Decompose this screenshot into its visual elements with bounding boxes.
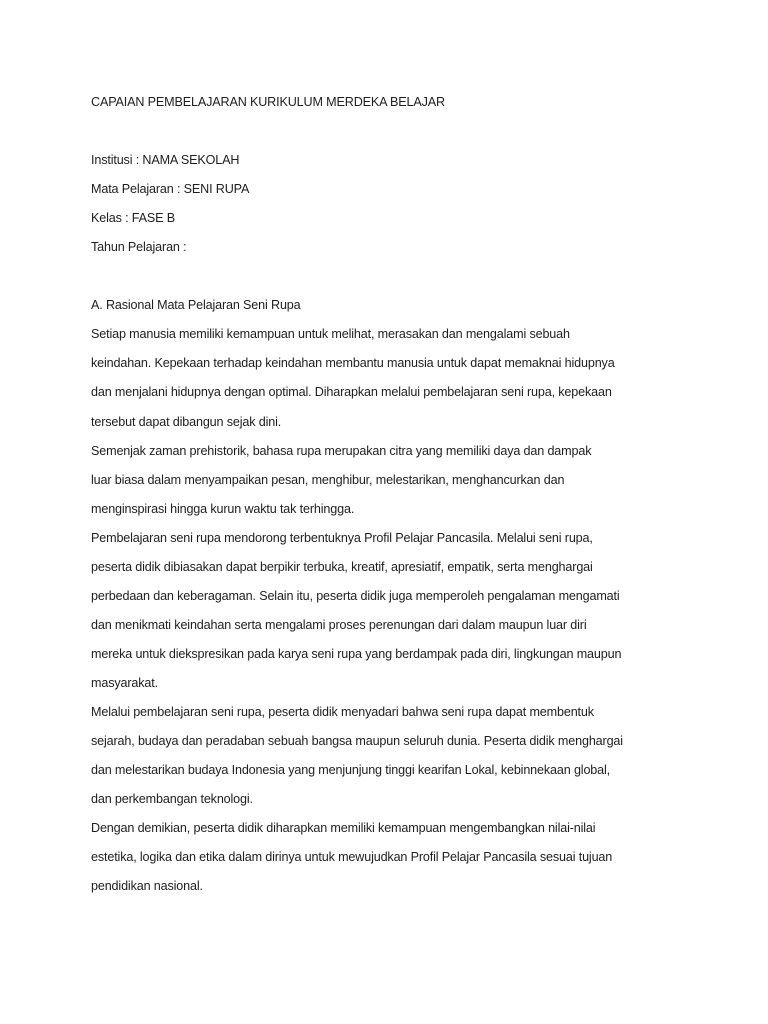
body-line: masyarakat. [91, 675, 158, 690]
body-line: perbedaan dan keberagaman. Selain itu, peserta didik juga memperoleh pengalaman mengamati [91, 588, 620, 603]
meta-mata-pelajaran: Mata Pelajaran : SENI RUPA [91, 182, 250, 197]
body-line: Setiap manusia memiliki kemampuan untuk melihat, merasakan dan mengalami sebuah [91, 327, 570, 342]
body-line: pendidikan nasional. [91, 879, 203, 894]
body-line: keindahan. Kepekaan terhadap keindahan membantu manusia untuk dapat memaknai hidupnya [91, 356, 615, 371]
blank-line [91, 266, 728, 295]
body-line: tersebut dapat dibangun sejak dini. [91, 414, 282, 429]
section-heading: A. Rasional Mata Pelajaran Seni Rupa [91, 298, 301, 313]
body-line: luar biasa dalam menyampaikan pesan, menghibur, melestarikan, menghancurkan dan [91, 472, 565, 487]
document-title: CAPAIAN PEMBELAJARAN KURIKULUM MERDEKA BELAJAR [91, 95, 445, 109]
body-line: Melalui pembelajaran seni rupa, peserta didik menyadari bahwa seni rupa dapat membentuk [91, 704, 594, 719]
body-line: dan melestarikan budaya Indonesia yang menjunjung tinggi kearifan Lokal, kebinnekaan global, [91, 763, 611, 778]
body-line: sejarah, budaya dan peradaban sebuah bangsa maupun seluruh dunia. Peserta didik menghargai [91, 734, 623, 749]
meta-institusi: Institusi : NAMA SEKOLAH [91, 153, 240, 168]
body-line: Dengan demikian, peserta didik diharapkan memiliki kemampuan mengembangkan nilai-nilai [91, 821, 596, 836]
body-line: dan menjalani hidupnya dengan optimal. Diharapkan melalui pembelajaran seni rupa, kepekaan [91, 385, 612, 400]
blank-line [91, 121, 728, 150]
body-line: mereka untuk diekspresikan pada karya seni rupa yang berdampak pada diri, lingkungan maupun [91, 646, 622, 661]
body-line: menginspirasi hingga kurun waktu tak terhingga. [91, 501, 355, 516]
body-line: Semenjak zaman prehistorik, bahasa rupa merupakan citra yang memiliki daya dan dampak [91, 443, 592, 458]
meta-kelas: Kelas : FASE B [91, 211, 175, 226]
body-line: dan perkembangan teknologi. [91, 792, 253, 807]
meta-tahun-pelajaran: Tahun Pelajaran : [91, 240, 187, 255]
body-line: peserta didik dibiasakan dapat berpikir terbuka, kreatif, apresiatif, empatik, serta menghargai [91, 559, 593, 574]
body-line: Pembelajaran seni rupa mendorong terbentuknya Profil Pelajar Pancasila. Melalui seni rupa, [91, 530, 593, 545]
body-line: estetika, logika dan etika dalam dirinya untuk mewujudkan Profil Pelajar Pancasila sesuai tujuan [91, 850, 613, 865]
body-line: dan menikmati keindahan serta mengalami proses perenungan dari dalam maupun luar diri [91, 617, 587, 632]
